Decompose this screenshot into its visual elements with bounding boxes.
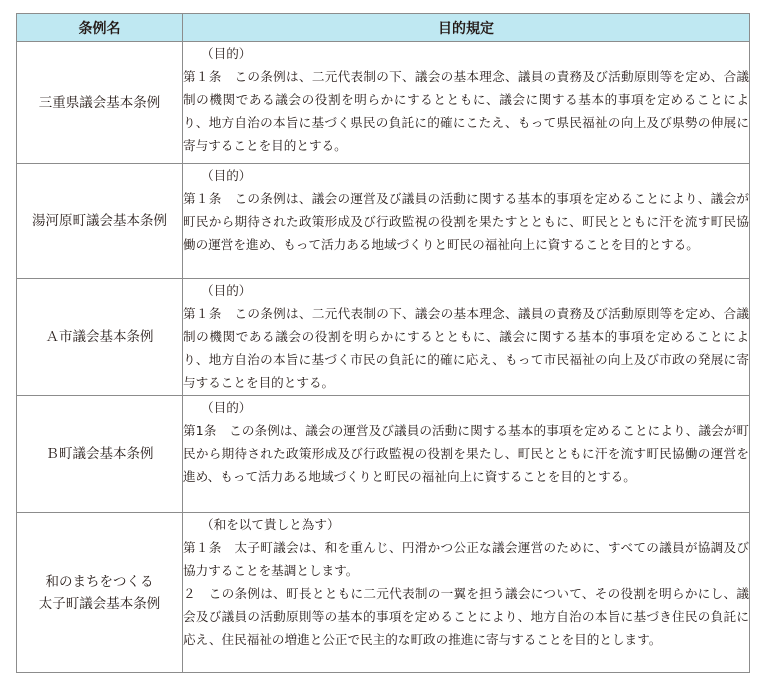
ordinance-comparison-table [16,13,750,673]
ordinance-name-line: 太子町議会基本条例 [38,595,161,612]
article-paragraph [183,582,749,651]
article-caption: （和を以て貴しと為す） [201,517,340,532]
ordinance-name-cell [17,42,183,164]
ordinance-name-cell [17,164,183,279]
header-purpose-clause: 目的規定 [183,14,750,42]
article-text: この条例は、二元代表制の下、議会の基本理念、議員の責務及び活動原則等を定め、合議制の機関である議会の役割を明らかにするとともに、議会に関する基本的事項を定めることにより、地方自治の本旨に基づく県民の負託に的確にこたえ、もって県民福祉の向上及び県勢の伸展に寄与することを目的とする。 [183,69,750,153]
article-text: この条例は、議会の運営及び議員の活動に関する基本的事項を定めることにより、議会が町民から期待された政策形成及び行政監視の役割を果たすとともに、町民とともに汗を流す町民協働の運営を進め、もって活力ある地域づくりと町民の福祉向上に資することを目的とする。 [183,191,750,252]
article-caption: （目的） [201,283,252,298]
ordinance-name-cell [17,513,183,673]
ordinance-name-line: 和のまちをつくる [45,573,154,590]
article-paragraph [183,419,749,488]
table-row [17,513,750,673]
article-text: この条例は、町長とともに二元代表制の一翼を担う議会について、その役割を明らかにし、議会及び議員の活動原則等の基本的事項を定めることにより、地方自治の本旨に基づき住民の負託に応え、住民福祉の増進と公正で民主的な町政の推進に寄与することを目的とします。 [183,586,749,647]
ordinance-name-line: 湯河原町議会基本条例 [32,213,167,229]
ordinance-name-line: Ｂ町議会基本条例 [45,446,154,462]
header-ordinance-name: 条例名 [17,14,183,42]
purpose-clause-cell [183,396,750,513]
article-text: この条例は、議会の運営及び議員の活動に関する基本的事項を定めることにより、議会が町民から期待された政策形成及び行政監視の役割を果たし、町民とともに汗を流す町民協働の運営を進め、もって活力ある地域づくりと町民の福祉向上に資することを目的とする。 [183,423,750,484]
article-paragraph [183,536,749,582]
purpose-clause-cell [183,164,750,279]
article-number: 第１条 [183,306,235,321]
table-row [17,279,750,396]
purpose-clause-cell [183,42,750,164]
article-number: 第１条 [183,540,235,555]
ordinance-name-cell [17,396,183,513]
ordinance-name-cell [17,279,183,396]
table-row [17,164,750,279]
article-paragraph [183,187,749,256]
article-paragraph [183,65,749,157]
header-row [17,14,750,42]
article-caption: （目的） [201,46,252,61]
article-text: この条例は、二元代表制の下、議会の基本理念、議員の責務及び活動原則等を定め、合議制の機関である議会の役割を明らかにするとともに、議会に関する基本的事項を定めることにより、地方自治の本旨に基づく市民の負託に的確に応え、もって市民福祉の向上及び市政の発展に寄与することを目的とする。 [183,306,750,390]
ordinance-name-line: 三重県議会基本条例 [38,94,161,111]
purpose-clause-cell [183,279,750,396]
article-paragraph [183,302,749,394]
article-caption: （目的） [201,400,252,415]
article-number: 第1条 [183,423,230,438]
table-row [17,396,750,513]
article-number: 第１条 [183,69,235,84]
article-caption: （目的） [201,168,252,183]
article-number: ２ [183,586,209,601]
ordinance-name-line: Ａ市議会基本条例 [45,329,154,345]
table-row [17,42,750,164]
article-number: 第１条 [183,191,235,206]
purpose-clause-cell [183,513,750,673]
article-text: 太子町議会は、和を重んじ、円滑かつ公正な議会運営のために、すべての議員が協調及び協力することを基調とします。 [183,540,750,578]
